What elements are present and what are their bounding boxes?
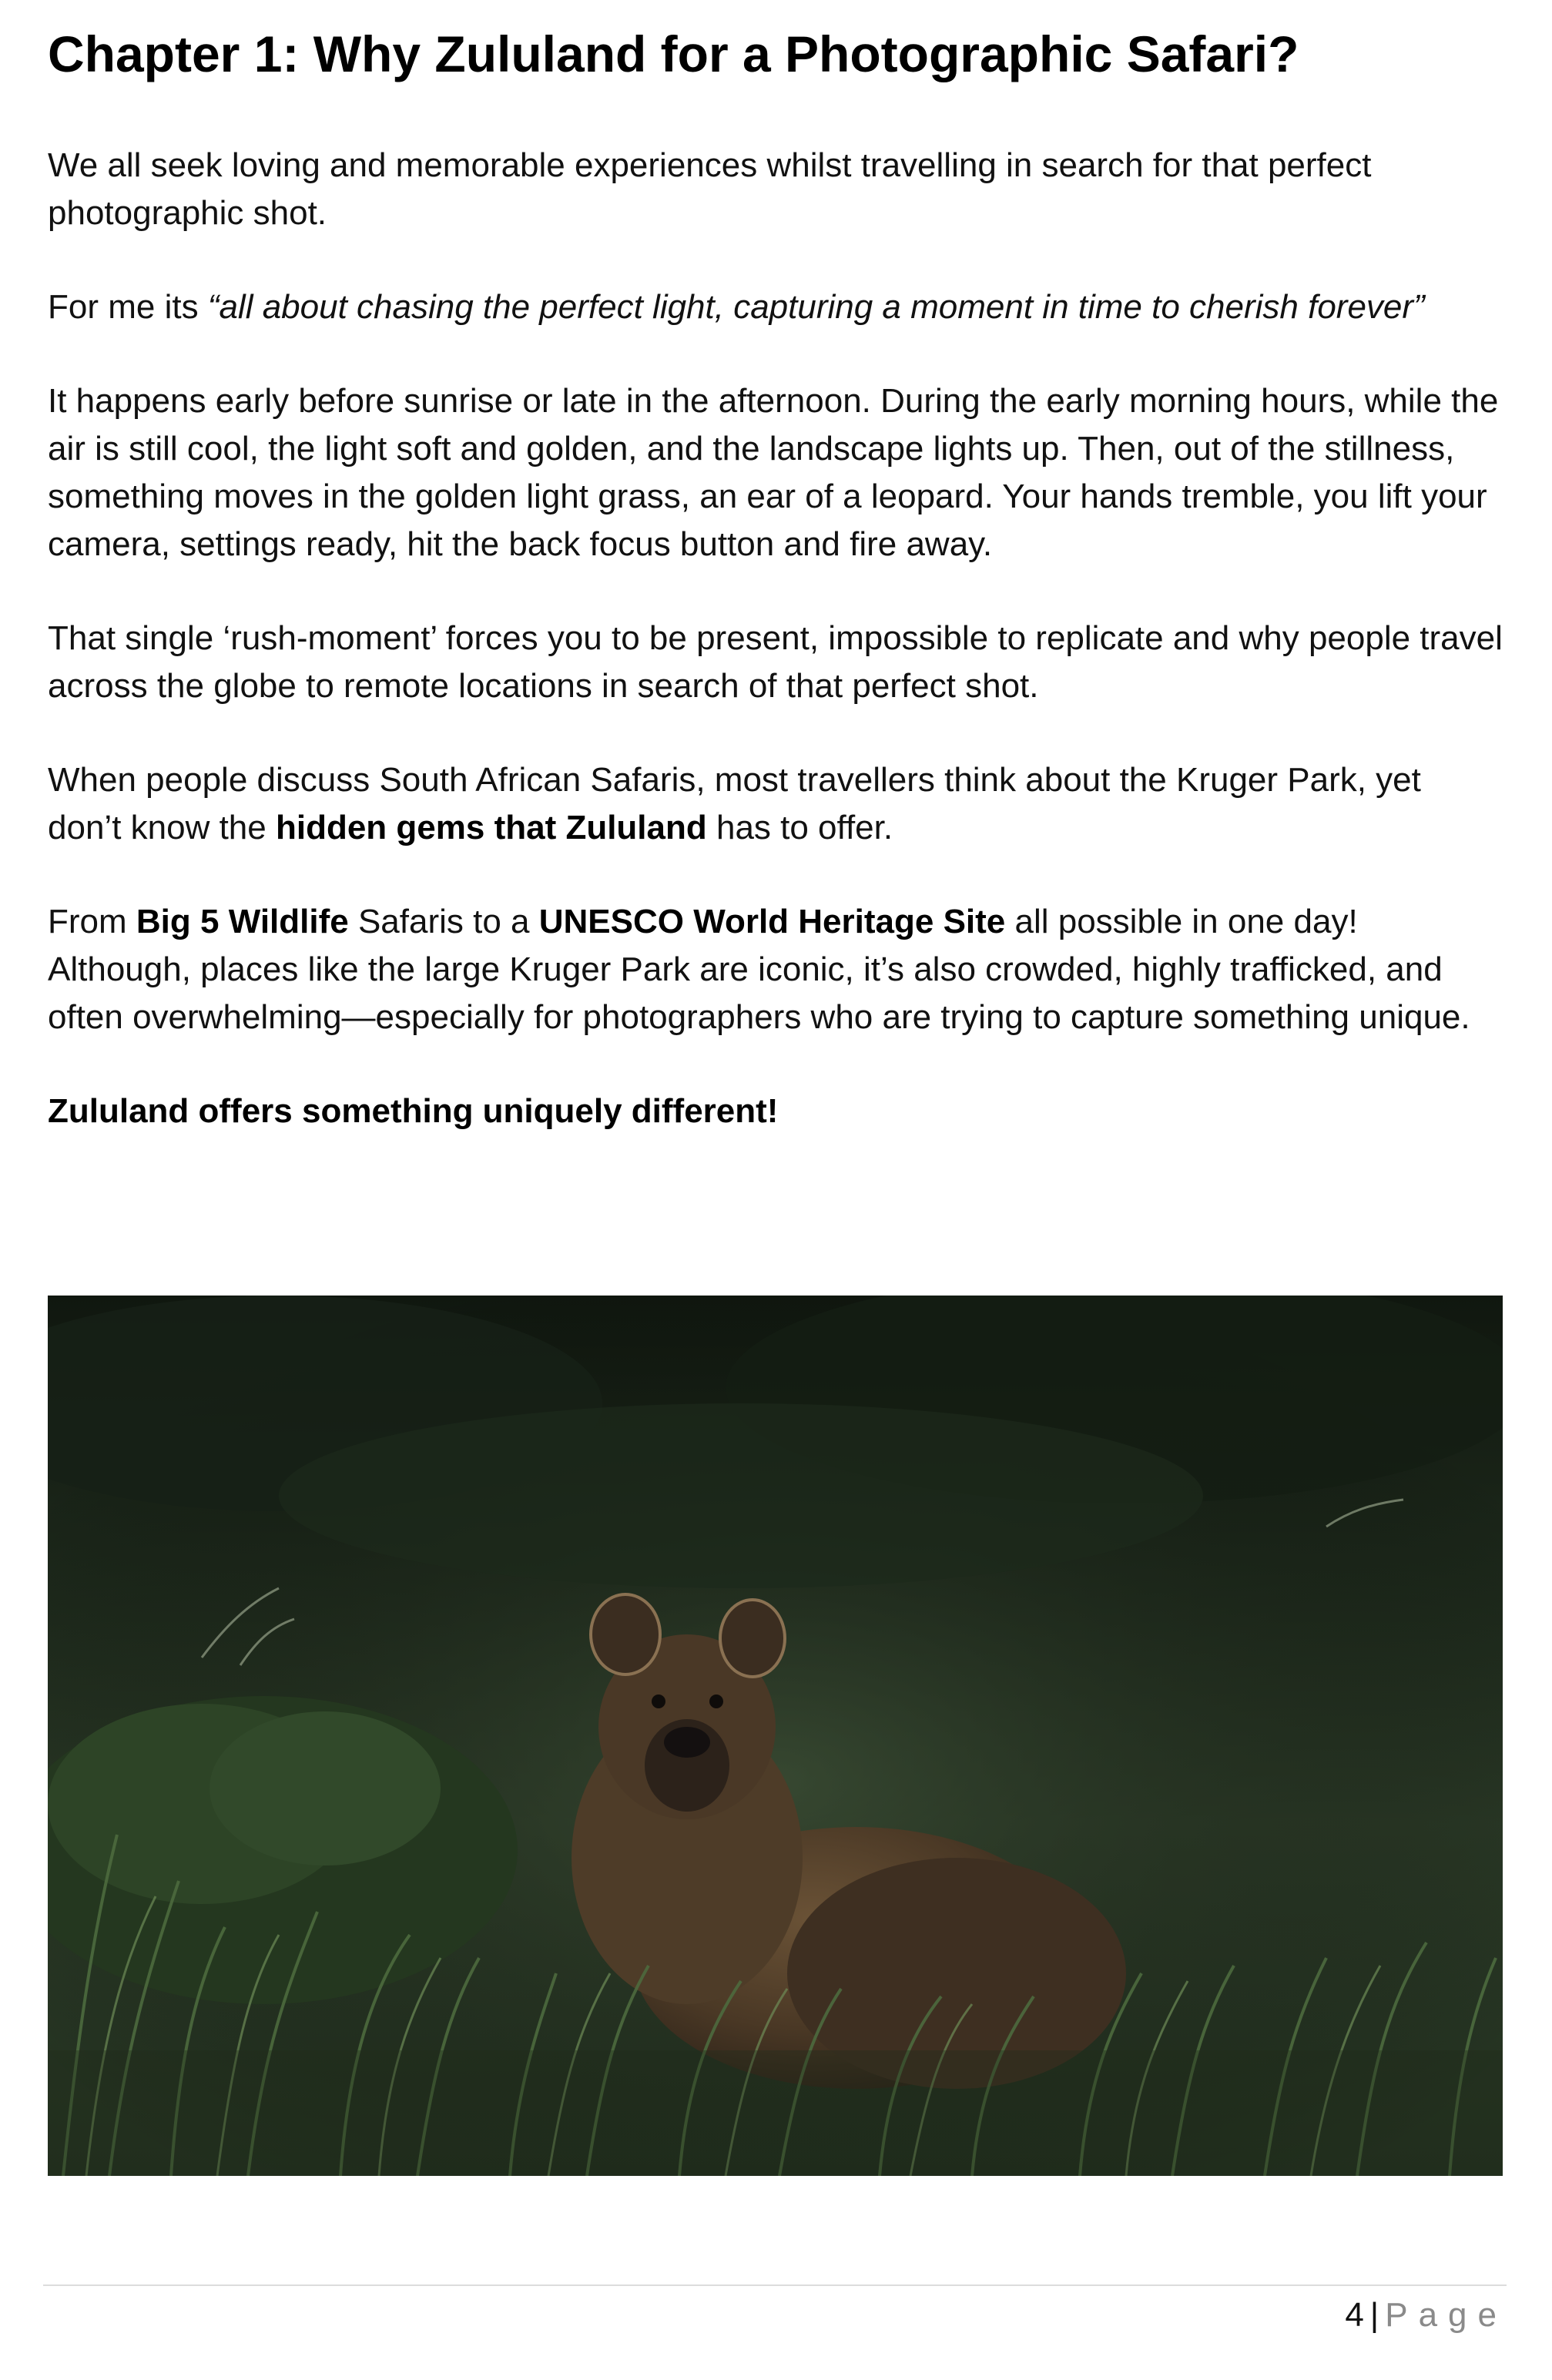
document-page <box>48 22 1503 1182</box>
page-footer <box>1345 2294 1507 2337</box>
kruger-text-before: When people discuss South African Safaris, most travellers think about the Kruger Park, yet don’t know the <box>48 761 1421 846</box>
page-label: Page <box>1385 2296 1507 2334</box>
unesco-bold: UNESCO World Heritage Site <box>538 903 1006 940</box>
page-number: 4 <box>1345 2296 1364 2334</box>
page-separator: | <box>1369 2296 1379 2334</box>
paragraph-quote <box>48 283 1503 331</box>
paragraph-rush-moment: That single ‘rush-moment’ forces you to be present, impossible to replicate and why people travel across the globe to remote locations in search of that perfect shot. <box>48 619 1503 705</box>
hidden-gems-bold: hidden gems that Zululand <box>275 809 707 846</box>
hyena-photo <box>48 1296 1503 2176</box>
paragraph-kruger <box>48 756 1503 852</box>
paragraph-big5 <box>48 898 1503 1041</box>
big5-after: all possible in one day! Although, places like the large Kruger Park are iconic, it’s also crowded, highly trafficked, and often overwhelming—especially for photographers who are trying to capture something unique. <box>48 903 1470 1036</box>
kruger-text-after: has to offer. <box>706 809 893 846</box>
quote-text: “all about chasing the perfect light, capturing a moment in time to cherish forever” <box>207 288 1425 326</box>
paragraph-intro: We all seek loving and memorable experiences whilst travelling in search for that perfect photographic shot. <box>48 146 1372 232</box>
paragraph-closing <box>48 1088 1503 1135</box>
footer-divider <box>43 2284 1507 2286</box>
closing-bold: Zululand offers something uniquely different! <box>48 1092 779 1130</box>
chapter-title: Chapter 1: Why Zululand for a Photographic Safari? <box>48 25 1299 82</box>
big5-mid: Safaris to a <box>348 903 539 940</box>
paragraph-sunrise: It happens early before sunrise or late in the afternoon. During the early morning hours, while the air is still cool, the light soft and golden, and the landscape lights up. Then, out of the stillness, something moves in the golden light grass, an ear of a leopard. Your hands tremble, you lift your camera, settings ready, hit the back focus button and fire away. <box>48 382 1499 563</box>
big5-bold: Big 5 Wildlife <box>136 903 349 940</box>
big5-from: From <box>48 903 136 940</box>
quote-lead: For me its <box>48 288 208 326</box>
